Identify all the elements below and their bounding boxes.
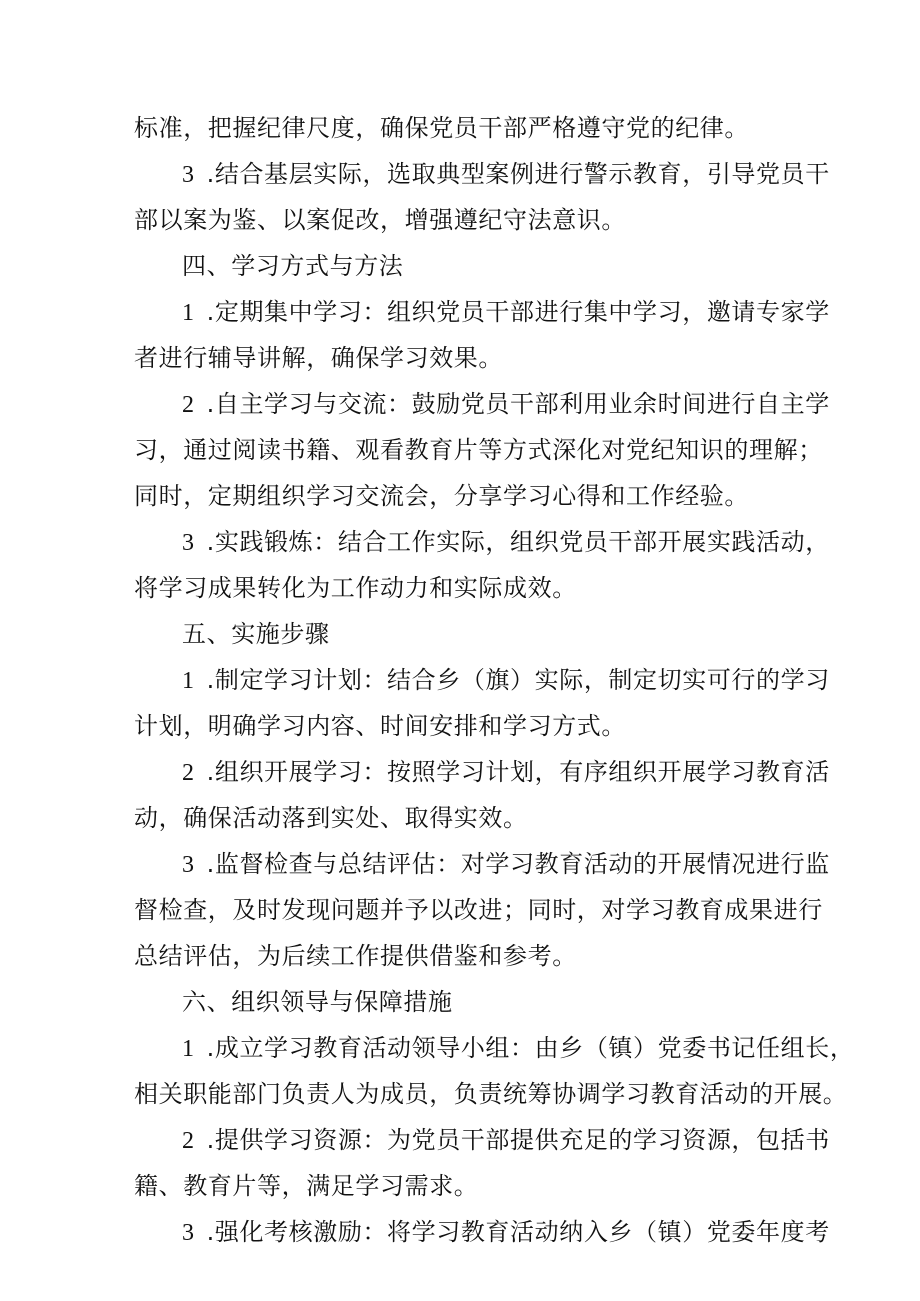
paragraph-line	[134, 802, 528, 834]
line-text: 总结评估，为后续工作提供借鉴和参考。	[134, 942, 577, 970]
line-text: .制定学习计划：结合乡（旗）实际，制定切实可行的学习	[206, 666, 830, 694]
paragraph-line	[134, 342, 503, 374]
list-number: 3	[182, 530, 195, 556]
line-text: .自主学习与交流：鼓励党员干部利用业余时间进行自主学	[206, 390, 830, 418]
line-text: .定期集中学习：组织党员干部进行集中学习，邀请专家学	[206, 298, 830, 326]
list-number: 3	[182, 1220, 195, 1246]
line-text: .监督检查与总结评估：对学习教育活动的开展情况进行监	[206, 850, 830, 878]
list-number: 1	[182, 300, 195, 326]
list-number: 1	[182, 1036, 195, 1062]
paragraph-line	[134, 480, 749, 512]
list-item-line	[182, 526, 830, 559]
list-number: 1	[182, 668, 195, 694]
paragraph-line	[134, 940, 577, 972]
heading-text: 五、实施步骤	[182, 620, 330, 648]
section-heading	[182, 618, 330, 650]
paragraph-line	[134, 572, 577, 604]
line-text: .强化考核激励：将学习教育活动纳入乡（镇）党委年度考	[206, 1218, 830, 1246]
list-item-line	[182, 664, 830, 697]
line-text: 标准，把握纪律尺度，确保党员干部严格遵守党的纪律。	[134, 114, 749, 142]
line-text: .实践锻炼：结合工作实际，组织党员干部开展实践活动，	[206, 528, 830, 556]
line-text: .结合基层实际，选取典型案例进行警示教育，引导党员干	[206, 160, 830, 188]
list-number: 2	[182, 760, 195, 786]
heading-text: 六、组织领导与保障措施	[182, 988, 453, 1016]
section-heading	[182, 250, 403, 282]
paragraph-line	[134, 710, 626, 742]
paragraph-line	[134, 112, 749, 144]
line-text: 相关职能部门负责人为成员，负责统筹协调学习教育活动的开展。	[134, 1080, 848, 1108]
line-text: 籍、教育片等，满足学习需求。	[134, 1172, 479, 1200]
paragraph-line	[134, 434, 823, 466]
line-text: .组织开展学习：按照学习计划，有序组织开展学习教育活	[206, 758, 830, 786]
paragraph-line	[134, 1170, 478, 1202]
line-text: 习，通过阅读书籍、观看教育片等方式深化对党纪知识的理解；	[134, 436, 823, 464]
heading-text: 四、学习方式与方法	[182, 252, 404, 280]
line-text: 计划，明确学习内容、时间安排和学习方式。	[134, 712, 626, 740]
line-text: 将学习成果转化为工作动力和实际成效。	[134, 574, 577, 602]
line-text: 动，确保活动落到实处、取得实效。	[134, 804, 528, 832]
list-item-line	[182, 848, 830, 881]
list-number: 2	[182, 1128, 195, 1154]
paragraph-line	[134, 894, 823, 926]
list-item-line	[182, 1124, 830, 1157]
list-number: 2	[182, 392, 195, 418]
list-number: 3	[182, 852, 195, 878]
paragraph-line	[134, 204, 626, 236]
line-text: 部以案为鉴、以案促改，增强遵纪守法意识。	[134, 206, 626, 234]
section-heading	[182, 986, 453, 1018]
line-text: 督检查，及时发现问题并予以改进；同时，对学习教育成果进行	[134, 896, 823, 924]
line-text: .成立学习教育活动领导小组：由乡（镇）党委书记任组长，	[206, 1034, 855, 1062]
list-item-line	[182, 1032, 854, 1065]
list-item-line	[182, 158, 830, 191]
line-text: 者进行辅导讲解，确保学习效果。	[134, 344, 503, 372]
list-item-line	[182, 388, 830, 421]
line-text: 同时，定期组织学习交流会，分享学习心得和工作经验。	[134, 482, 749, 510]
list-item-line	[182, 296, 830, 329]
list-item-line	[182, 756, 830, 789]
line-text: .提供学习资源：为党员干部提供充足的学习资源，包括书	[206, 1126, 830, 1154]
list-item-line	[182, 1216, 830, 1249]
paragraph-line	[134, 1078, 847, 1110]
list-number: 3	[182, 162, 195, 188]
